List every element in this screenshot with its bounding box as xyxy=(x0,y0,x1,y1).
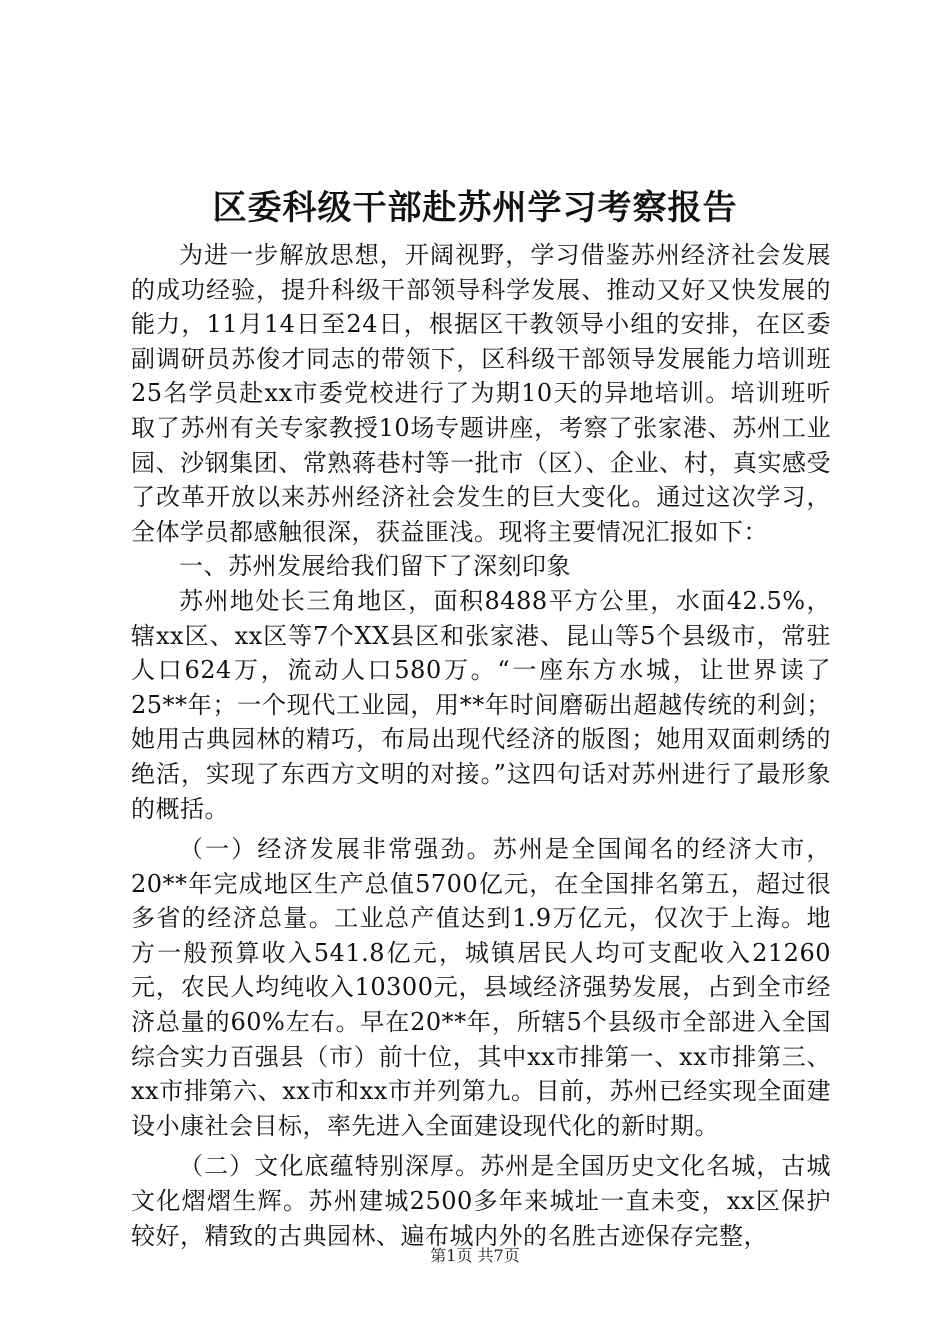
paragraph-economy: （一）经济发展非常强劲。苏州是全国闻名的经济大市，20**年完成地区生产总值5700亿元，在全国排名第五，超过很多省的经济总量。工业总产值达到1.9万亿元，仅次于上海。地方一般预算收入541.8亿元，城镇居民人均可支配收入21260元，农民人均纯收入10300元，县域经济强势发展，占到全市经济总量的60%左右。早在20**年，所辖5个县级市全部进入全国综合实力百强县（市）前十位，其中xx市排第一、xx市排第三、xx市排第六、xx市和xx市并列第九。目前，苏州已经实现全面建设小康社会目标，率先进入全面建设现代化的新时期。 xyxy=(131,835,831,1140)
document-body xyxy=(131,238,831,1253)
page-number-footer: 第1页 共7页 xyxy=(430,1246,520,1265)
document-title: 区委科级干部赴苏州学习考察报告 xyxy=(212,188,738,228)
paragraph-culture: （二）文化底蕴特别深厚。苏州是全国历史文化名城，古城文化熠熠生辉。苏州建城2500多年来城址一直未变，xx区保护较好，精致的古典园林、遍布城内外的名胜古迹保存完整， xyxy=(131,1152,831,1250)
paragraph-suzhou-overview: 苏州地处长三角地区，面积8488平方公里，水面42.5%，辖xx区、xx区等7个XX县区和张家港、昆山等5个县级市，常驻人口624万，流动人口580万。“一座东方水城，让世界读了25**年；一个现代工业园，用**年时间磨砺出超越传统的利剑；她用古典园林的精巧，布局出现代经济的版图；她用双面刺绣的绝活，实现了东西方文明的对接。”这四句话对苏州进行了最形象的概括。 xyxy=(131,586,831,823)
paragraph-intro: 为进一步解放思想，开阔视野，学习借鉴苏州经济社会发展的成功经验，提升科级干部领导科学发展、推动又好又快发展的能力，11月14日至24日，根据区干教领导小组的安排，在区委副调研员苏俊才同志的带领下，区科级干部领导发展能力培训班25名学员赴xx市委党校进行了为期10天的异地培训。培训班听取了苏州有关专家教授10场专题讲座，考察了张家港、苏州工业园、沙钢集团、常熟蒋巷村等一批市（区）、企业、村，真实感受了改革开放以来苏州经济社会发生的巨大变化。通过这次学习，全体学员都感触很深，获益匪浅。现将主要情况汇报如下： xyxy=(131,241,831,546)
section-heading-1: 一、苏州发展给我们留下了深刻印象 xyxy=(179,552,571,581)
